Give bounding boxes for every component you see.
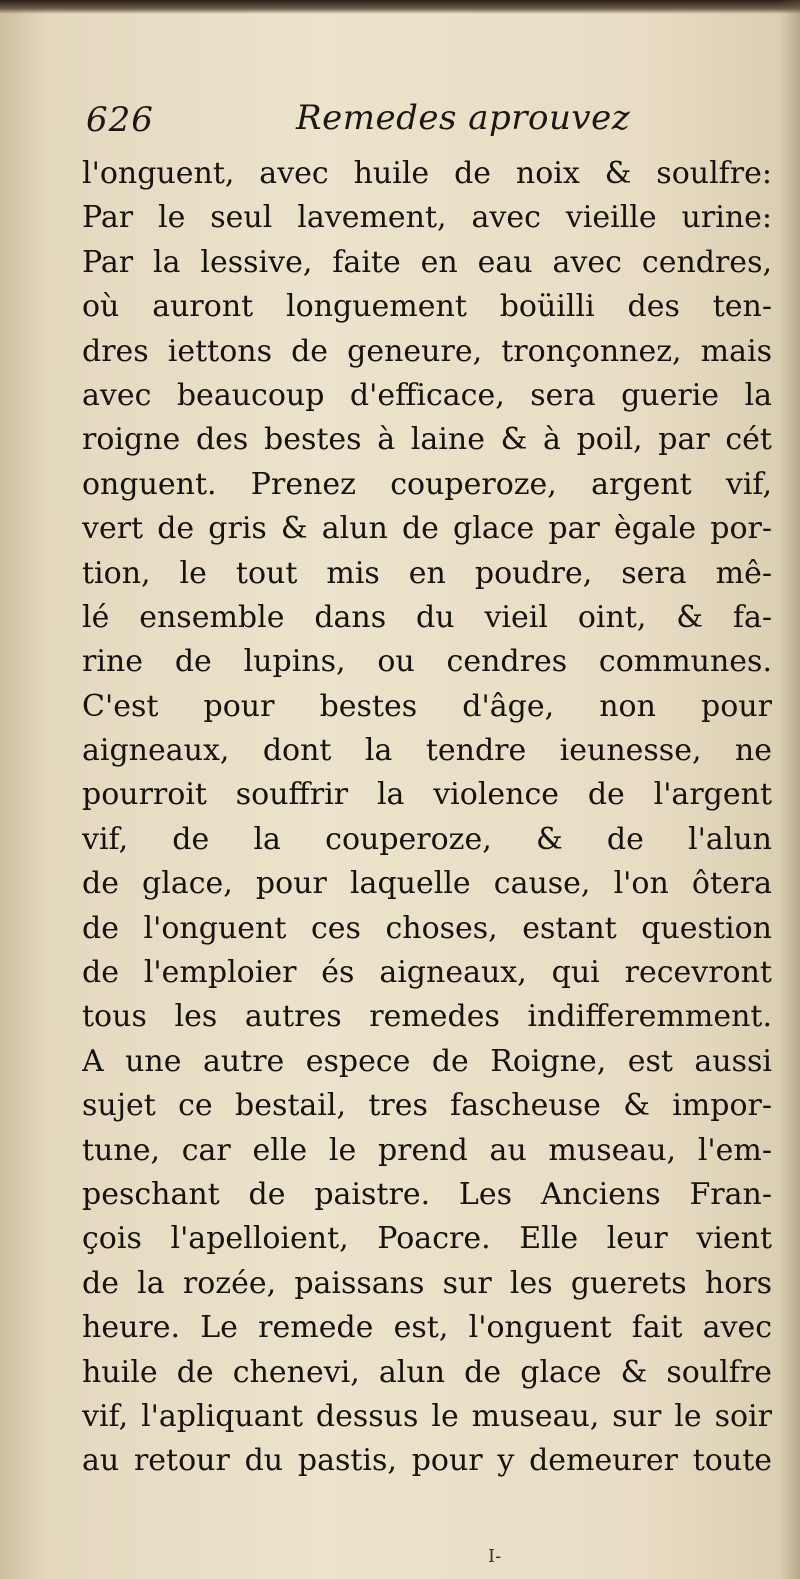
text-line: Par le seul lavement, avec vieille urine: <box>82 200 772 236</box>
text-line: de l'emploier és aigneaux, qui recevront <box>82 955 772 991</box>
text-line: pourroit souffrir la violence de l'argent <box>82 777 772 813</box>
text-line: dres iettons de geneure, tronçonnez, mais <box>82 333 772 369</box>
text-line: Par la lessive, faite en eau avec cendres, <box>82 244 772 280</box>
text-line: où auront longuement boüilli des ten- <box>82 289 772 325</box>
text-line: huile de chenevi, alun de glace & soulfre <box>82 1354 772 1390</box>
text-line: çois l'apelloient, Poacre. Elle leur vient <box>82 1221 772 1257</box>
text-line: heure. Le remede est, l'onguent fait avec <box>82 1310 772 1346</box>
page-number: 626 <box>86 100 154 140</box>
running-head: Remedes aprouvez <box>296 98 631 138</box>
text-line: peschant de paistre. Les Anciens Fran- <box>82 1176 772 1212</box>
text-line: au retour du pastis, pour y demeurer toute <box>82 1443 772 1479</box>
text-line: vif, l'apliquant dessus le museau, sur le soir <box>82 1398 772 1434</box>
text-line: vert de gris & alun de glace par ègale por- <box>82 511 772 547</box>
text-line: vif, de la couperoze, & de l'alun <box>82 821 772 857</box>
text-line: tous les autres remedes indifferemment. <box>82 999 772 1035</box>
signature-mark: I- <box>488 1546 502 1567</box>
page-header <box>86 96 706 148</box>
text-line: avec beaucoup d'efficace, sera guerie la <box>82 377 772 413</box>
text-line: de l'onguent ces choses, estant question <box>82 910 772 946</box>
text-line: tune, car elle le prend au museau, l'em- <box>82 1132 772 1168</box>
text-line: C'est pour bestes d'âge, non pour <box>82 688 772 724</box>
text-line: tion, le tout mis en poudre, sera mê- <box>82 555 772 591</box>
page-gutter-shadow <box>780 0 800 1579</box>
text-line: aigneaux, dont la tendre ieunesse, ne <box>82 733 772 769</box>
text-line: l'onguent, avec huile de noix & soulfre: <box>82 156 772 191</box>
body-text <box>82 152 772 1484</box>
text-line: de la rozée, paissans sur les guerets hors <box>82 1265 772 1301</box>
text-line: A une autre espece de Roigne, est aussi <box>82 1043 772 1079</box>
text-line: onguent. Prenez couperoze, argent vif, <box>82 466 772 502</box>
text-line: rine de lupins, ou cendres communes. <box>82 644 772 680</box>
text-line: roigne des bestes à laine & à poil, par cét <box>82 422 772 458</box>
text-line: de glace, pour laquelle cause, l'on ôtera <box>82 866 772 902</box>
text-line: lé ensemble dans du vieil oint, & fa- <box>82 599 772 635</box>
text-line: sujet ce bestail, tres fascheuse & impor- <box>82 1088 772 1124</box>
